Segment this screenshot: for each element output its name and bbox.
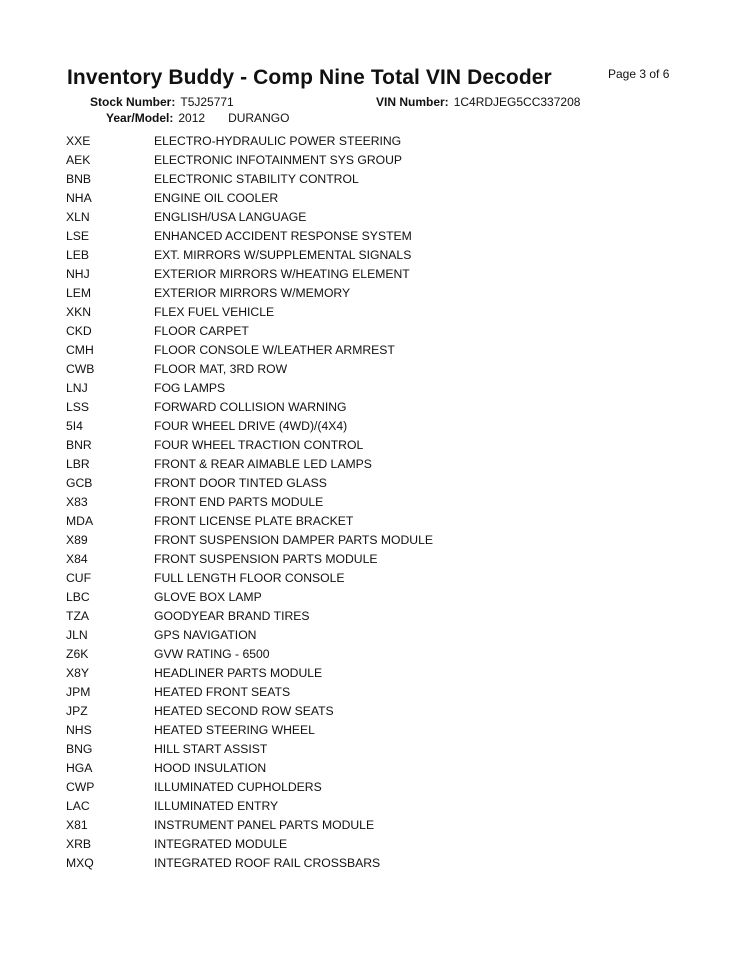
- vin-number-value: 1C4RDJEG5CC337208: [453, 95, 581, 109]
- option-description: FORWARD COLLISION WARNING: [154, 400, 347, 414]
- option-code: MDA: [66, 514, 94, 528]
- option-row: [66, 361, 287, 377]
- option-description: FRONT DOOR TINTED GLASS: [154, 476, 327, 490]
- option-code: TZA: [66, 609, 90, 623]
- option-description: HEATED STEERING WHEEL: [154, 723, 315, 737]
- option-row: [66, 475, 327, 491]
- option-row: [66, 228, 412, 244]
- option-code: LNJ: [66, 381, 88, 395]
- option-description: HEADLINER PARTS MODULE: [154, 666, 323, 680]
- option-row: [66, 817, 374, 833]
- option-description: ELECTRONIC STABILITY CONTROL: [154, 172, 359, 186]
- option-code: NHA: [66, 191, 92, 205]
- option-description: ENHANCED ACCIDENT RESPONSE SYSTEM: [154, 229, 412, 243]
- year-model-label: Year/Model:: [106, 111, 174, 125]
- option-row: [66, 323, 249, 339]
- option-row: [66, 551, 377, 567]
- option-row: [66, 665, 322, 681]
- option-row: [66, 304, 274, 320]
- stock-number-label: Stock Number:: [90, 95, 176, 109]
- option-code: Z6K: [66, 647, 89, 661]
- option-code: XLN: [66, 210, 90, 224]
- option-description: ELECTRONIC INFOTAINMENT SYS GROUP: [154, 153, 403, 167]
- option-row: [66, 608, 310, 624]
- option-description: FOUR WHEEL DRIVE (4WD)/(4X4): [154, 419, 348, 433]
- option-code: BNG: [66, 742, 93, 756]
- option-row: [66, 741, 267, 757]
- option-description: ELECTRO-HYDRAULIC POWER STEERING: [154, 134, 402, 148]
- option-code: X81: [66, 818, 88, 832]
- option-description: ILLUMINATED ENTRY: [154, 799, 279, 813]
- option-description: HOOD INSULATION: [154, 761, 267, 775]
- option-row: [66, 380, 225, 396]
- option-row: [66, 798, 278, 814]
- option-row: [66, 133, 401, 149]
- option-description: HEATED SECOND ROW SEATS: [154, 704, 334, 718]
- option-row: [66, 266, 410, 282]
- option-row: [66, 646, 270, 662]
- option-code: LBR: [66, 457, 90, 471]
- option-code: X89: [66, 533, 88, 547]
- page-title: Inventory Buddy - Comp Nine Total VIN Decoder: [67, 66, 552, 89]
- option-description: FLEX FUEL VEHICLE: [154, 305, 275, 319]
- option-code: 5I4: [66, 419, 83, 433]
- option-code: LAC: [66, 799, 90, 813]
- option-code: HGA: [66, 761, 93, 775]
- option-description: EXTERIOR MIRRORS W/MEMORY: [154, 286, 351, 300]
- option-row: [66, 494, 323, 510]
- option-code: LBC: [66, 590, 90, 604]
- option-description: INTEGRATED ROOF RAIL CROSSBARS: [154, 856, 381, 870]
- option-description: FRONT SUSPENSION DAMPER PARTS MODULE: [154, 533, 434, 547]
- year-model-field: [106, 111, 289, 125]
- option-row: [66, 437, 363, 453]
- option-row: [66, 836, 287, 852]
- option-code: CKD: [66, 324, 92, 338]
- vin-number-field: [376, 95, 580, 109]
- option-code: MXQ: [66, 856, 94, 870]
- option-code: LEB: [66, 248, 90, 262]
- option-code: AEK: [66, 153, 91, 167]
- option-description: ENGLISH/USA LANGUAGE: [154, 210, 307, 224]
- option-description: FRONT SUSPENSION PARTS MODULE: [154, 552, 378, 566]
- option-description: FULL LENGTH FLOOR CONSOLE: [154, 571, 345, 585]
- option-description: FOG LAMPS: [154, 381, 226, 395]
- option-row: [66, 285, 350, 301]
- option-description: FOUR WHEEL TRACTION CONTROL: [154, 438, 364, 452]
- option-row: [66, 418, 347, 434]
- option-code: CMH: [66, 343, 94, 357]
- option-description: HEATED FRONT SEATS: [154, 685, 291, 699]
- option-code: X84: [66, 552, 88, 566]
- option-description: GLOVE BOX LAMP: [154, 590, 262, 604]
- option-row: [66, 342, 395, 358]
- option-row: [66, 399, 347, 415]
- option-row: [66, 760, 266, 776]
- option-row: [66, 532, 433, 548]
- option-row: [66, 570, 345, 586]
- option-code: CUF: [66, 571, 92, 585]
- option-code: LSE: [66, 229, 90, 243]
- option-description: FRONT LICENSE PLATE BRACKET: [154, 514, 354, 528]
- option-code: JPM: [66, 685, 91, 699]
- option-row: [66, 722, 315, 738]
- option-description: ENGINE OIL COOLER: [154, 191, 279, 205]
- option-row: [66, 513, 353, 529]
- option-code: BNB: [66, 172, 92, 186]
- option-code: JPZ: [66, 704, 88, 718]
- option-row: [66, 190, 278, 206]
- model-value: DURANGO: [228, 111, 290, 125]
- option-code: CWP: [66, 780, 95, 794]
- option-row: [66, 779, 322, 795]
- option-description: INTEGRATED MODULE: [154, 837, 288, 851]
- option-code: GCB: [66, 476, 93, 490]
- option-code: LSS: [66, 400, 90, 414]
- stock-number-field: [90, 95, 234, 109]
- year-value: 2012: [178, 111, 206, 125]
- option-description: GVW RATING - 6500: [154, 647, 270, 661]
- option-code: CWB: [66, 362, 95, 376]
- option-code: BNR: [66, 438, 92, 452]
- option-row: [66, 152, 402, 168]
- option-code: X8Y: [66, 666, 90, 680]
- option-row: [66, 589, 262, 605]
- option-row: [66, 171, 359, 187]
- option-description: FLOOR CARPET: [154, 324, 249, 338]
- vin-number-label: VIN Number:: [376, 95, 449, 109]
- option-code: XKN: [66, 305, 92, 319]
- option-description: GOODYEAR BRAND TIRES: [154, 609, 310, 623]
- option-description: FRONT END PARTS MODULE: [154, 495, 324, 509]
- option-code: X83: [66, 495, 88, 509]
- option-description: INSTRUMENT PANEL PARTS MODULE: [154, 818, 375, 832]
- option-description: FLOOR MAT, 3RD ROW: [154, 362, 288, 376]
- option-code: NHS: [66, 723, 92, 737]
- option-row: [66, 703, 334, 719]
- option-code: XRB: [66, 837, 92, 851]
- option-description: HILL START ASSIST: [154, 742, 268, 756]
- page-indicator: Page 3 of 6: [608, 67, 670, 81]
- option-description: GPS NAVIGATION: [154, 628, 257, 642]
- option-code: JLN: [66, 628, 88, 642]
- option-row: [66, 247, 411, 263]
- option-row: [66, 684, 290, 700]
- option-description: ILLUMINATED CUPHOLDERS: [154, 780, 322, 794]
- option-row: [66, 627, 256, 643]
- option-code: NHJ: [66, 267, 90, 281]
- option-description: EXTERIOR MIRRORS W/HEATING ELEMENT: [154, 267, 410, 281]
- option-code: XXE: [66, 134, 91, 148]
- stock-number-value: T5J25771: [180, 95, 234, 109]
- option-description: EXT. MIRRORS W/SUPPLEMENTAL SIGNALS: [154, 248, 412, 262]
- option-row: [66, 209, 306, 225]
- option-description: FLOOR CONSOLE W/LEATHER ARMREST: [154, 343, 395, 357]
- option-description: FRONT & REAR AIMABLE LED LAMPS: [154, 457, 372, 471]
- option-row: [66, 456, 372, 472]
- option-code: LEM: [66, 286, 92, 300]
- option-row: [66, 855, 380, 871]
